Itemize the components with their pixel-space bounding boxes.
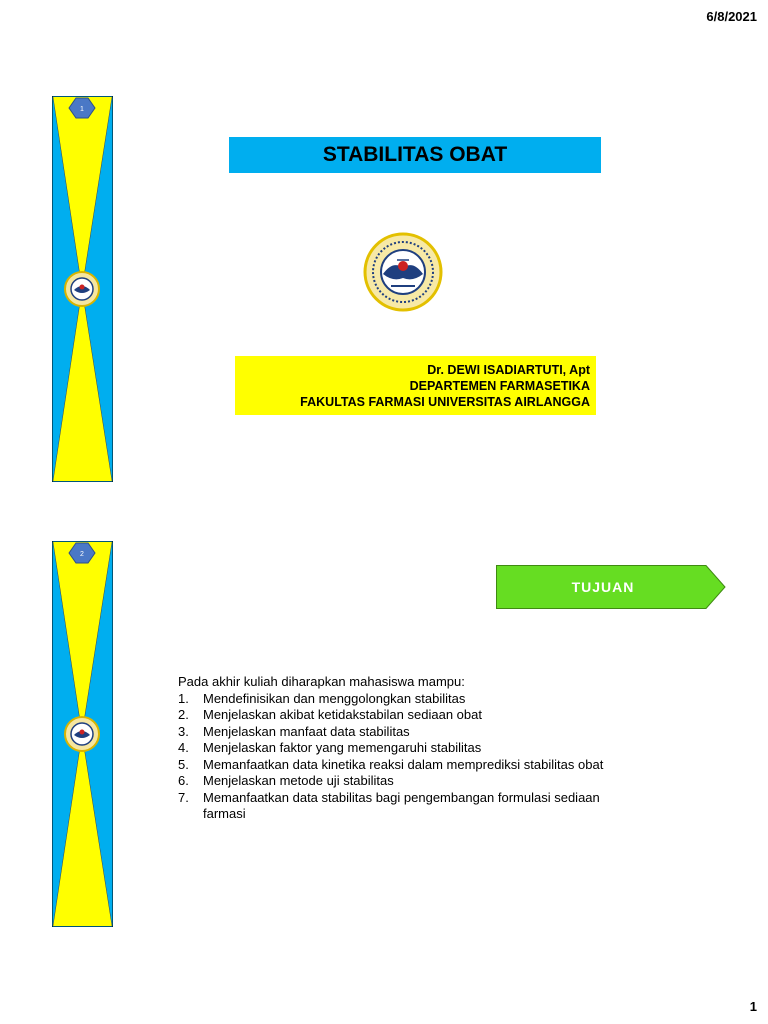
author-info: [235, 356, 596, 415]
list-item: 3. Menjelaskan manfaat data stabilitas: [178, 723, 410, 739]
list-item: 4. Menjelaskan faktor yang memengaruhi stabilitas: [178, 740, 482, 755]
slide-title: STABILITAS OBAT: [229, 137, 601, 173]
faculty: FAKULTAS FARMASI UNIVERSITAS AIRLANGGA: [300, 395, 590, 409]
list-item: 6. Menjelaskan metode uji stabilitas: [178, 773, 394, 788]
slide-number: 1: [80, 106, 84, 113]
university-seal-icon: [65, 272, 99, 306]
objectives-intro: Pada akhir kuliah diharapkan mahasiswa mampu:: [178, 674, 465, 689]
university-seal-icon: [363, 232, 443, 312]
slide-2-side-banner: [52, 541, 113, 927]
objectives-block: [178, 674, 618, 823]
slide-1-side-banner: [52, 96, 113, 482]
department: DEPARTEMEN FARMASETIKA: [409, 379, 590, 393]
list-item: 7. Memanfaatkan data stabilitas bagi pengembangan formulasi sediaan farmasi: [178, 789, 600, 821]
objectives-list: [178, 691, 618, 823]
list-item: 2. Menjelaskan akibat ketidakstabilan sediaan obat: [178, 707, 482, 722]
page-number: 1: [749, 999, 757, 1014]
slide-number: 2: [80, 551, 84, 558]
print-date: 6/8/2021: [706, 9, 757, 24]
section-heading: TUJUAN: [571, 579, 635, 595]
list-item: 1. Mendefinisikan dan menggolongkan stabilitas: [178, 690, 466, 706]
author-name: Dr. DEWI ISADIARTUTI, Apt: [427, 363, 590, 377]
tujuan-arrow-banner: [496, 565, 726, 609]
university-seal-icon: [65, 717, 99, 751]
list-item: 5. Memanfaatkan data kinetika reaksi dalam memprediksi stabilitas obat: [178, 756, 604, 772]
